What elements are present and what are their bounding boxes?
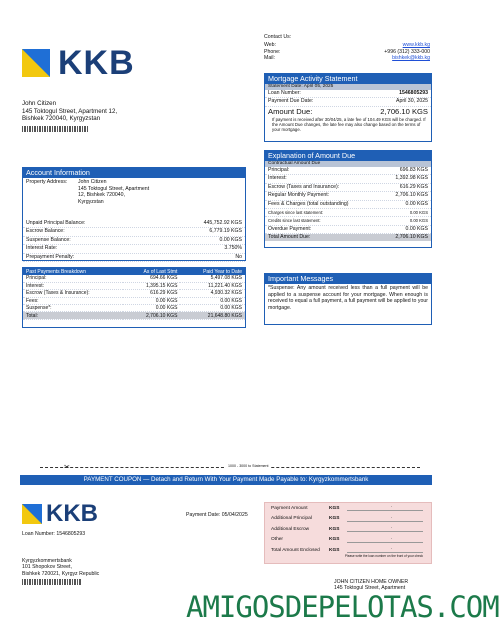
table-total-cell: Total: xyxy=(23,312,123,319)
payment-amount-field[interactable]: . xyxy=(347,526,423,532)
payment-row[interactable] xyxy=(265,514,431,525)
coupon-payment-date: Payment Date: 05/04/2025 xyxy=(186,512,248,518)
explanation-row xyxy=(265,175,431,183)
table-row xyxy=(23,297,245,304)
table-cell: 616.29 KGS xyxy=(123,290,180,297)
table-cell: Escrow (Taxes & Insurance): xyxy=(23,290,123,297)
explanation-row xyxy=(265,201,431,209)
explanation-row-value: 0.00 KGS xyxy=(409,210,428,216)
account-row xyxy=(23,228,245,236)
explanation-row-label: Charges since last statement: xyxy=(268,210,324,216)
account-row-label: Interest Rate: xyxy=(26,245,58,252)
payment-row-currency: KGS xyxy=(329,526,340,532)
amount-due-label: Amount Due: xyxy=(268,106,313,116)
explanation-row xyxy=(265,209,431,217)
payment-row-label: Additional Principal xyxy=(271,516,312,522)
explanation-box xyxy=(264,150,432,248)
phone-label: Phone: xyxy=(264,48,281,55)
kkb-logo-text: KKB xyxy=(58,44,135,82)
customer-address-line2: Bishkek 720040, Kyrgyzstan xyxy=(22,115,101,123)
account-row xyxy=(23,245,245,253)
table-cell: 1,395.15 KGS xyxy=(123,282,180,289)
explanation-row-value: 0.00 KGS xyxy=(405,225,428,232)
loan-label: Loan Number: xyxy=(268,90,301,96)
account-row-value: 3.750% xyxy=(224,245,242,252)
explanation-row-value: 616.29 KGS xyxy=(399,183,428,190)
table-cell: Principal: xyxy=(23,275,123,282)
postal-barcode xyxy=(22,126,88,132)
mail-label: Mail: xyxy=(264,54,275,61)
explanation-row-value: 696.83 KGS xyxy=(399,167,428,173)
explanation-row-label: Fees & Charges (total outstanding) xyxy=(268,200,349,207)
late-fee-note: If payment is received after 30/04/25, a late fee of 104.49 KGS will be charged. If the Amount Due changes, the late fee may also change based on the terms of your mortgage. xyxy=(272,116,426,132)
past-header: Past Payments Breakdown xyxy=(23,268,123,275)
coupon-logo-mark xyxy=(22,504,42,524)
customer-address xyxy=(22,100,117,132)
payment-amount-field[interactable]: . xyxy=(347,547,423,553)
customer-name: John Citizen xyxy=(22,100,57,107)
payment-row-label: Payment Amount xyxy=(271,505,308,511)
table-cell: Fees: xyxy=(23,297,123,304)
cut-label: 1000 - 3000 to Statement xyxy=(228,464,269,468)
explanation-subtitle: Contractual Amount Due xyxy=(265,161,431,167)
account-row-label: Escrow Balance: xyxy=(26,228,65,235)
explanation-row-label: Overdue Payment: xyxy=(268,225,312,232)
web-label: Web: xyxy=(264,42,277,49)
table-total-cell: 2,706.10 KGS xyxy=(123,312,180,319)
explanation-title: Explanation of Amount Due xyxy=(265,151,431,161)
explanation-total-label: Total Amount Due: xyxy=(268,234,311,241)
table-total-cell: 21,648.80 KGS xyxy=(180,312,245,319)
payment-amount-field[interactable]: . xyxy=(347,505,423,511)
contact-block xyxy=(264,34,430,61)
payment-row[interactable] xyxy=(265,503,431,514)
explanation-rows xyxy=(265,167,431,234)
messages-title: Important Messages xyxy=(265,274,431,284)
coupon-logo-text: KKB xyxy=(46,500,98,527)
table-row xyxy=(23,282,245,289)
coupon-loan-number: Loan Number: 1546805293 xyxy=(22,531,86,537)
payment-row-currency: KGS xyxy=(329,505,340,511)
phone-value: +996 (312) 333-000 xyxy=(384,48,430,55)
explanation-total: 2,706.10 KGS xyxy=(395,234,428,241)
bank-address xyxy=(22,558,99,585)
table-cell: 11,221.40 KGS xyxy=(180,282,245,289)
table-cell: 0.00 KGS xyxy=(180,305,245,312)
payment-row-currency: KGS xyxy=(329,547,340,553)
bank-barcode xyxy=(22,579,82,585)
account-row xyxy=(23,237,245,245)
explanation-row-value: 1,392.98 KGS xyxy=(395,175,428,182)
account-row-value: 0.00 KGS xyxy=(219,236,242,243)
messages-box xyxy=(264,273,432,325)
mail-link[interactable]: bishkek@kkb.kg xyxy=(392,54,430,61)
past-header: Paid Year to Date xyxy=(180,268,245,275)
explanation-row-label: Credits since last statement: xyxy=(268,218,321,224)
explanation-row xyxy=(265,217,431,225)
payment-entry-box xyxy=(264,502,432,564)
account-row-value: 445,752.92 KGS xyxy=(203,220,242,226)
past-header: As of Last Stmt xyxy=(123,268,180,275)
payment-row[interactable] xyxy=(265,524,431,535)
account-info-title: Account Information xyxy=(23,168,245,178)
statement-title: Mortgage Activity Statement xyxy=(265,74,431,84)
customer-address-line1: 145 Toktogul Street, Apartment 12, xyxy=(22,107,118,115)
loan-number: 1546805293 xyxy=(399,90,428,96)
account-row xyxy=(23,254,245,262)
account-row-value: 6,779.19 KGS xyxy=(209,228,242,235)
payment-row-currency: KGS xyxy=(329,537,340,543)
account-row-label: Suspense Balance: xyxy=(26,236,71,243)
explanation-row xyxy=(265,167,431,175)
property-line: 145 Toktogul Street, Apartment xyxy=(78,185,150,192)
explanation-row-label: Interest: xyxy=(268,175,287,182)
payment-row-currency: KGS xyxy=(329,516,340,522)
explanation-row xyxy=(265,192,431,200)
table-cell: 5,497.08 KGS xyxy=(180,275,245,282)
bank-line: Kyrgyzkommertsbank xyxy=(22,558,72,564)
due-date: April 30, 2025 xyxy=(395,98,428,105)
explanation-total-row xyxy=(265,234,431,241)
table-cell: Suspense*: xyxy=(23,305,123,312)
account-row-label: Prepayment Penalty: xyxy=(26,253,75,260)
contact-title: Contact Us: xyxy=(264,34,292,40)
kkb-logo-mark xyxy=(22,49,50,77)
property-line: John Citizen xyxy=(78,179,107,185)
property-address-label: Property Address: xyxy=(26,179,68,185)
payment-note: Please write the loan number on the front of your check xyxy=(344,553,423,558)
table-total-row xyxy=(23,312,245,319)
past-payments-box xyxy=(22,267,246,328)
owner-line: 145 Toktogul Street, Apartment xyxy=(334,585,406,592)
explanation-row-label: Regular Monthly Payment: xyxy=(268,192,330,199)
payment-row-label: Additional Escrow xyxy=(271,526,310,532)
account-info-box xyxy=(22,167,246,261)
explanation-row-label: Principal: xyxy=(268,167,290,173)
past-payments-table xyxy=(23,268,245,320)
payment-rows xyxy=(265,503,431,556)
statement-box xyxy=(264,73,432,142)
explanation-row xyxy=(265,226,431,234)
due-date-label: Payment Due Date: xyxy=(268,98,314,105)
explanation-row-value: 0.00 KGS xyxy=(409,218,428,224)
table-cell: 694.66 KGS xyxy=(123,275,180,282)
payment-row-label: Total Amount Enclosed xyxy=(271,547,320,553)
explanation-row xyxy=(265,184,431,192)
bank-line: 101 Shopokov Street, xyxy=(22,564,72,571)
table-cell: Interest: xyxy=(23,282,123,289)
amount-due: 2,706.10 KGS xyxy=(380,106,428,116)
property-address xyxy=(23,178,245,220)
explanation-row-value: 2,706.10 KGS xyxy=(395,192,428,199)
web-link[interactable]: www.kkb.kg xyxy=(402,42,430,49)
owner-line: JOHN CITIZEN HOME OWNER xyxy=(334,579,409,585)
account-row-value: No xyxy=(235,253,242,260)
table-cell: 4,930.32 KGS xyxy=(180,290,245,297)
table-row xyxy=(23,275,245,282)
table-cell: 0.00 KGS xyxy=(180,297,245,304)
watermark-text: AMIGOSDEPELOTAS.COM xyxy=(186,590,499,624)
account-row xyxy=(23,220,245,228)
property-line: Kyrgyzstan xyxy=(78,198,104,205)
payment-row[interactable] xyxy=(265,535,431,546)
table-cell: 0.00 KGS xyxy=(123,297,180,304)
coupon-bar: PAYMENT COUPON — Detach and Return With Your Payment Made Payable to: Kyrgyzkommertsbank xyxy=(20,475,432,485)
bank-line: Bishkek 720021, Kyrgyz Republic xyxy=(22,570,100,577)
table-cell: 0.00 KGS xyxy=(123,305,180,312)
table-row xyxy=(23,290,245,297)
statement-date: Statement Date: April 05, 2025 xyxy=(265,84,431,90)
account-row-label: Unpaid Principal Balance: xyxy=(26,220,86,226)
payment-amount-field[interactable]: . xyxy=(347,516,423,522)
property-line: 12, Bishkek 720040, xyxy=(78,192,126,199)
messages-body: *Suspense: Any amount received less than a full payment will be applied to a suspense account for your mortgage. When enough is received to equal a full payment, a full payment will be applied to your mortgage. xyxy=(268,285,428,311)
payment-amount-field[interactable]: . xyxy=(347,537,423,543)
explanation-row-value: 0.00 KGS xyxy=(405,200,428,207)
scissors-icon: ✂ xyxy=(64,464,70,471)
explanation-row-label: Escrow (Taxes and Insurance): xyxy=(268,183,340,190)
payment-row-label: Other xyxy=(271,537,283,543)
table-row xyxy=(23,305,245,312)
